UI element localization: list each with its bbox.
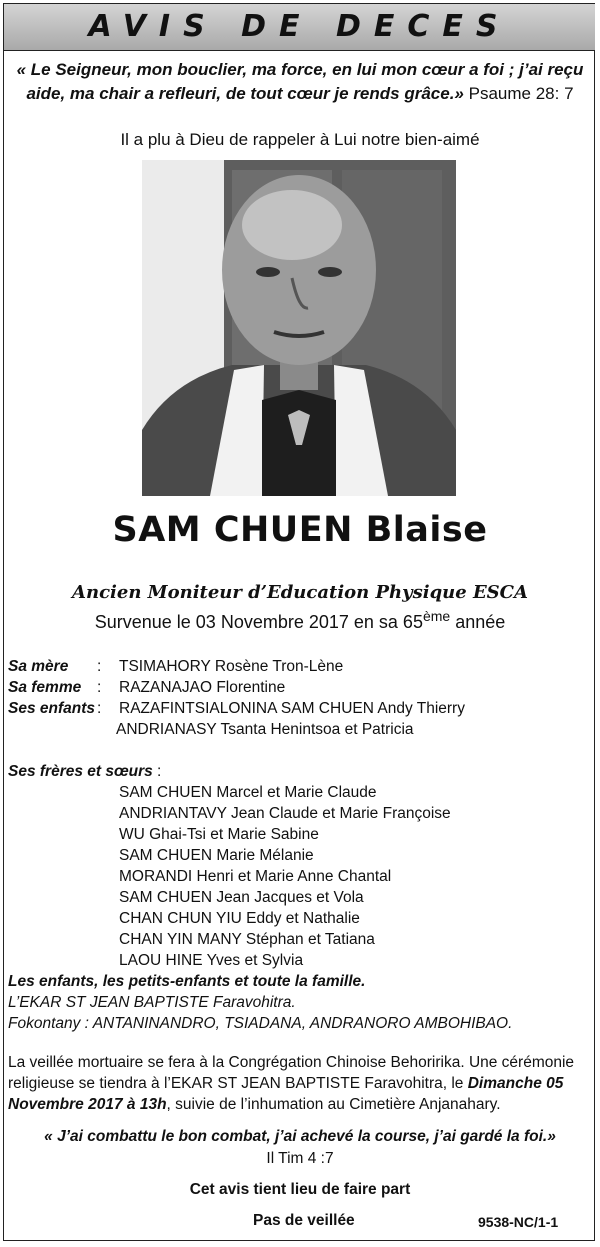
- child-1: RAZAFINTSIALONINA SAM CHUEN Andy Thierry: [119, 700, 465, 717]
- fokontany-line: Fokontany : ANTANINANDRO, TSIADANA, ANDRANORO AMBOHIBAO.: [8, 1015, 513, 1032]
- age-suffix: année: [455, 612, 506, 632]
- ceremony-part-1: La veillée mortuaire se fera à la Congrégation Chinoise Behoririka. Une cérémonie religieuse se tiendra à l’EKAR ST JEAN BAPTISTE Faravohitra, le: [8, 1054, 575, 1092]
- sibling-3: WU Ghai-Tsi et Marie Sabine: [119, 826, 319, 843]
- children-label: Ses enfants: [8, 700, 96, 717]
- deceased-title: Ancien Moniteur d’Education Physique ESCA: [72, 582, 528, 603]
- wife-name: RAZANAJAO Florentine: [119, 679, 286, 696]
- death-date: [0, 608, 600, 633]
- child-2: ANDRIANASY Tsanta Henintsoa et Patricia: [116, 721, 414, 738]
- sibling-9: LAOU HINE Yves et Sylvia: [119, 952, 304, 969]
- ceremony-date: Dimanche 05 Novembre 2017 à 13h: [8, 1075, 564, 1113]
- mother-colon: :: [97, 658, 102, 675]
- no-wake-statement: Pas de veillée: [253, 1212, 355, 1229]
- sibling-2: ANDRIANTAVY Jean Claude et Marie Françoise: [119, 805, 451, 822]
- closing-verse: « J’ai combattu le bon combat, j’ai achevé la course, j’ai gardé la foi.»: [44, 1128, 556, 1145]
- sibling-5: MORANDI Henri et Marie Anne Chantal: [119, 868, 392, 885]
- mother-name: TSIMAHORY Rosène Tron-Lène: [119, 658, 344, 675]
- sibling-4: SAM CHUEN Marie Mélanie: [119, 847, 314, 864]
- sibling-1: SAM CHUEN Marcel et Marie Claude: [119, 784, 377, 801]
- sibling-7: CHAN CHUN YIU Eddy et Nathalie: [119, 910, 360, 927]
- deceased-name: SAM CHUEN Blaise: [112, 510, 488, 550]
- mother-label: Sa mère: [8, 658, 69, 675]
- sibling-6: SAM CHUEN Jean Jacques et Vola: [119, 889, 364, 906]
- quote-reference: Psaume 28: 7: [468, 84, 574, 103]
- notice-header: AVIS DE DECES: [4, 4, 595, 51]
- opening-quote: [14, 58, 586, 106]
- quote-text: « Le Seigneur, mon bouclier, ma force, en lui mon cœur a foi ; j’ai reçu aide, ma chair a refleuri, de tout cœur je rends grâce.»: [16, 60, 584, 103]
- closing-verse-reference: Il Tim 4 :7: [266, 1150, 334, 1167]
- wife-colon: :: [97, 679, 102, 696]
- children-colon: :: [97, 700, 102, 717]
- notice-statement: Cet avis tient lieu de faire part: [189, 1181, 411, 1198]
- age-ordinal: ème: [422, 608, 451, 624]
- all-family-line: Les enfants, les petits-enfants et toute la famille.: [8, 973, 366, 990]
- reference-code: 9538-NC/1-1: [478, 1214, 559, 1230]
- ceremony-paragraph: [8, 1052, 594, 1115]
- sibling-8: CHAN YIN MANY Stéphan et Tatiana: [119, 931, 375, 948]
- wife-label: Sa femme: [8, 679, 82, 696]
- church-line: L’EKAR ST JEAN BAPTISTE Faravohitra.: [8, 994, 296, 1011]
- intro-line: Il a plu à Dieu de rappeler à Lui notre bien-aimé: [120, 130, 480, 149]
- portrait-photo: [142, 160, 456, 496]
- ceremony-part-2: , suivie de l’inhumation au Cimetière Anjanahary.: [166, 1096, 501, 1113]
- siblings-label: Ses frères et sœurs :: [8, 763, 162, 780]
- death-date-text: Survenue le 03 Novembre 2017 en sa 65: [94, 612, 423, 632]
